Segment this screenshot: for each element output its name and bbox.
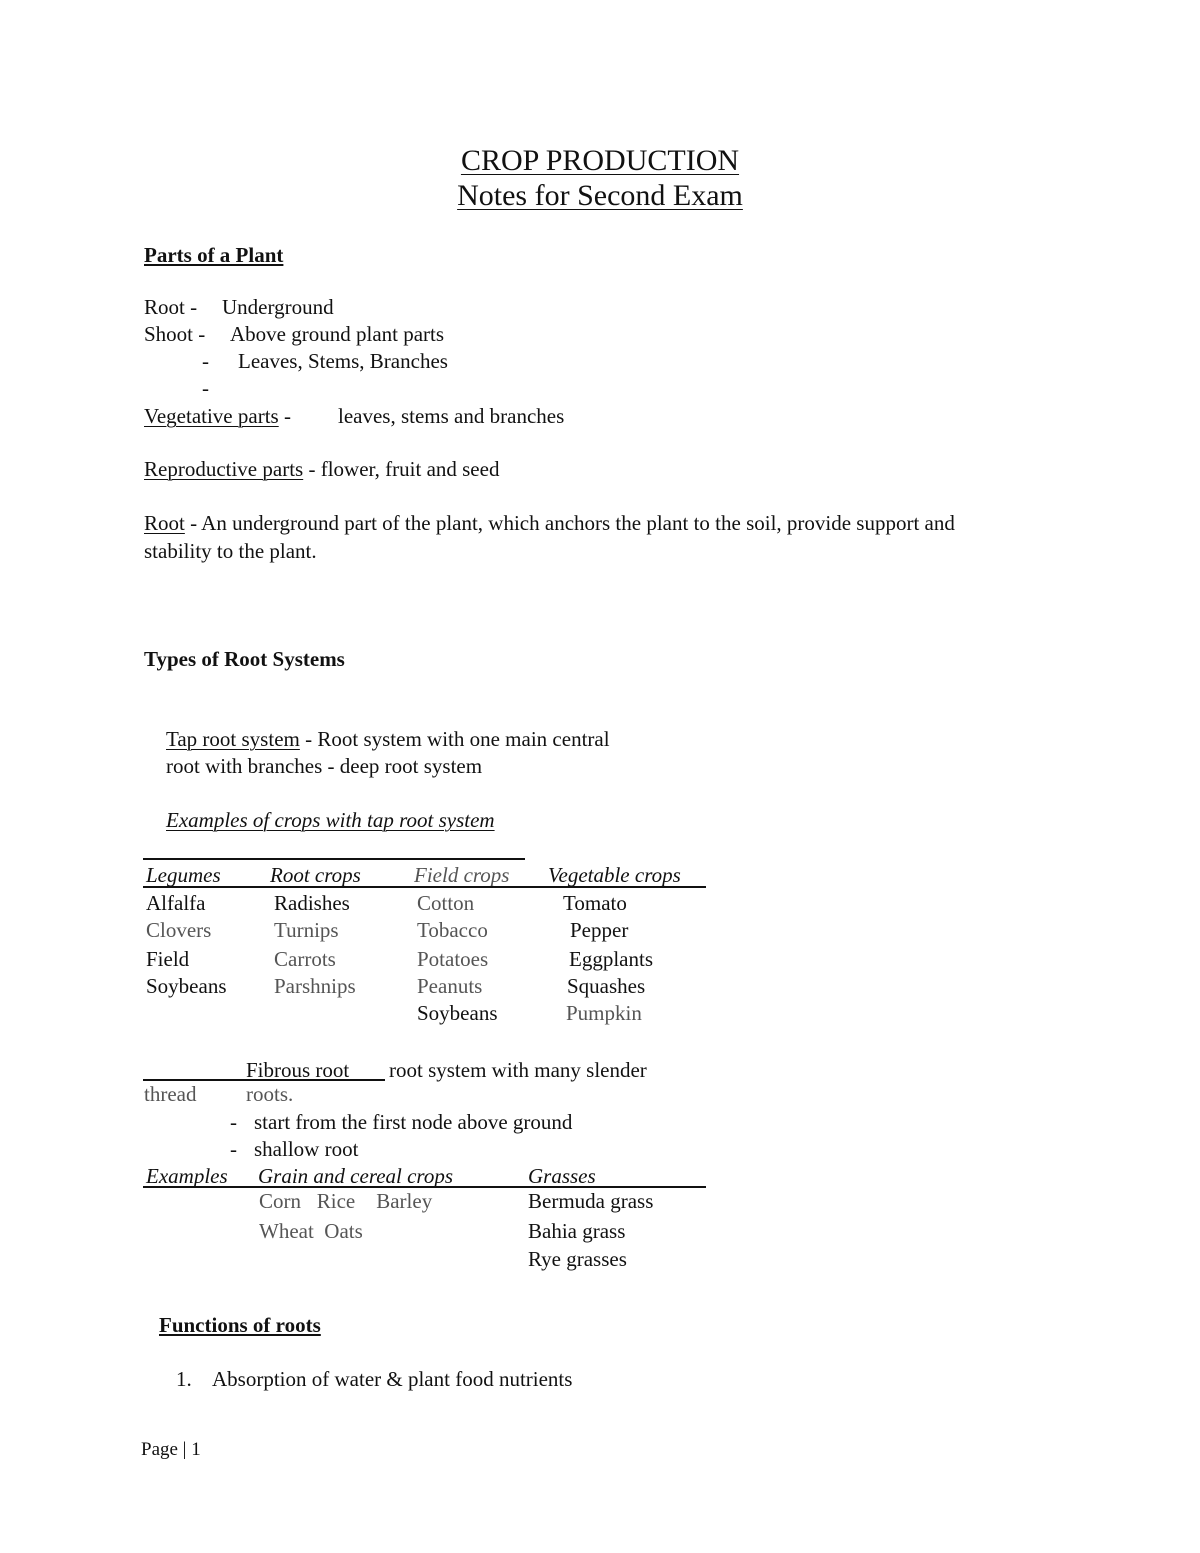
table-cell: Eggplants [569,947,653,971]
table-cell: Clovers [146,918,212,942]
table-cell: Tomato [563,891,627,915]
table-cell: Turnips [274,918,339,942]
vegetative-parts-line [144,403,291,430]
table-cell: Alfalfa [146,891,206,915]
root-term: Root - [144,295,198,319]
tap-root-line2: root with branches - deep root system [166,754,483,778]
vegetative-term: Vegetative parts [144,404,279,428]
tap-root-line1 [166,726,610,753]
tap-root-definition: - Root system with one main central [299,727,610,751]
fibrous-header-examples: Examples [146,1164,228,1188]
bullet-dash: - [230,1110,237,1134]
table-cell: Soybeans [146,974,227,998]
shoot-term: Shoot - [144,322,206,346]
grass-item: Bermuda grass [528,1189,654,1213]
grain-row-1: Corn Rice Barley [259,1189,433,1213]
function-number: 1. [176,1367,192,1391]
root-definition: Underground [222,295,334,319]
tap-root-term: Tap root system [166,727,300,751]
table-cell: Pumpkin [566,1001,642,1025]
fibrous-root-def-roots: roots. [246,1082,294,1106]
table-cell: Radishes [274,891,350,915]
table-cell: Cotton [417,891,475,915]
fibrous-header-grain: Grain and cereal crops [258,1164,453,1188]
table-cell: Pepper [570,918,629,942]
tap-column-field-crops [417,890,498,1027]
tap-header-field-crops: Field crops [414,863,510,887]
table-cell: Potatoes [417,947,489,971]
grass-item: Bahia grass [528,1219,626,1243]
reproductive-definition: - flower, fruit and seed [303,457,500,481]
table-cell: Parshnips [274,974,356,998]
page-footer: Page | 1 [141,1439,201,1460]
grain-row-2: Wheat Oats [259,1219,363,1243]
function-item: Absorption of water & plant food nutrients [212,1367,573,1391]
vegetative-sep: - [278,404,291,428]
tap-header-vegetable-crops: Vegetable crops [548,863,681,887]
root-paragraph-text: - An underground part of the plant, which anchors the plant to the soil, provide support and [184,511,955,535]
page-subtitle: Notes for Second Exam [457,179,743,212]
tap-examples-heading: Examples of crops with tap root system [166,808,495,832]
fibrous-root-def-thread: thread [144,1082,197,1106]
fibrous-root-definition: root system with many slender [389,1058,647,1082]
tap-column-legumes [146,890,227,1000]
reproductive-parts-line [144,456,499,483]
table-cell: Peanuts [417,974,483,998]
fibrous-root-term: Fibrous root [246,1058,350,1082]
root-paragraph-term: Root [144,511,185,535]
shoot-definition: Above ground plant parts [230,322,445,346]
section-heading-types: Types of Root Systems [144,647,345,671]
shoot-sub-dash: - [202,349,209,373]
fibrous-header-grasses: Grasses [528,1164,596,1188]
root-paragraph-line1 [144,510,955,537]
tap-header-legumes: Legumes [146,863,221,887]
section-heading-functions: Functions of roots [159,1313,321,1337]
table-cell: Soybeans [417,1001,498,1025]
tap-header-root-crops: Root crops [270,863,361,887]
fibrous-bullet-2: shallow root [254,1137,359,1161]
table-cell: Squashes [567,974,646,998]
tap-table-top-rule [143,858,525,860]
table-cell: Field [146,947,190,971]
tap-table-header-rule [143,886,706,888]
shoot-sub-item: Leaves, Stems, Branches [238,349,448,373]
fibrous-bullet-1: start from the first node above ground [254,1110,573,1134]
section-heading-parts: Parts of a Plant [144,243,284,267]
root-paragraph-line2: stability to the plant. [144,539,317,563]
reproductive-term: Reproductive parts [144,457,304,481]
table-cell: Tobacco [417,918,488,942]
bullet-dash: - [230,1137,237,1161]
table-cell: Carrots [274,947,336,971]
tap-column-vegetable-crops [563,890,653,1027]
grass-item: Rye grasses [528,1247,627,1271]
tap-column-root-crops [274,890,356,1000]
page-title: CROP PRODUCTION [460,144,740,177]
vegetative-definition: leaves, stems and branches [338,404,565,428]
shoot-sub-dash-empty: - [202,376,209,400]
